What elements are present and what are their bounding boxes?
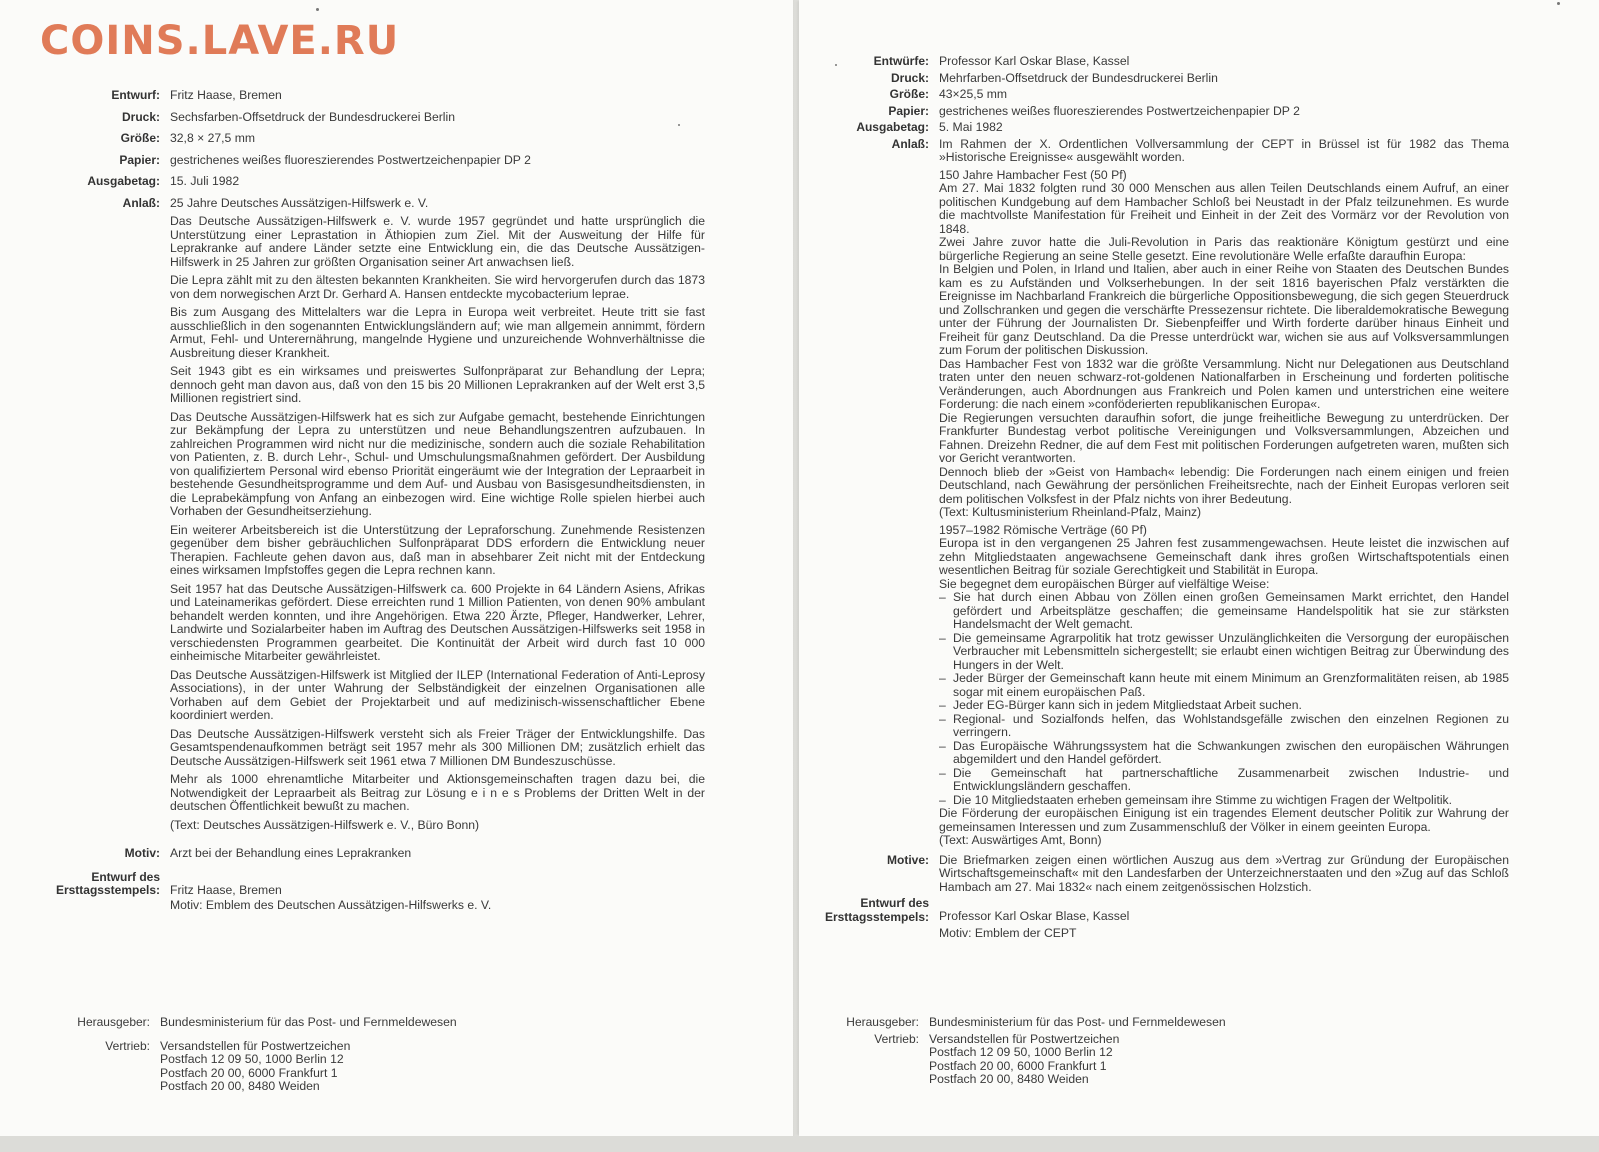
anlass-row (40, 197, 705, 838)
paragraph: Dennoch blieb der »Geist von Hambach« lebendig: Die Forderungen nach einem einigen und freien Deutschland, nach Gewährung der persönlichen Freiheitsrechte, nach der Einheit Europas verloren seit dem politischen Volksfest in der Pfalz nichts von ihrer Bedeutung. (939, 464, 1509, 506)
bullet-item: – Jeder EG-Bürger kann sich in jedem Mitgliedstaat Arbeit suchen. (939, 698, 1302, 712)
papier-value: gestrichenes weißes fluoreszierendes Postwertzeichenpapier DP 2 (170, 152, 531, 167)
bullet-item: – Jeder Bürger der Gemeinschaft kann heute mit einem Minimum an Grenzformalitäten reisen, ab 1985 sogar mit einem europäischen Paß. (939, 671, 1509, 699)
address-line: Postfach 20 00, 8480 Weiden (929, 1072, 1089, 1086)
vertrieb-label: Vertrieb: (874, 1031, 919, 1046)
anlass-label: Anlaß: (891, 136, 929, 151)
bullet-item: – Die 10 Mitgliedstaaten erheben gemeinsam ihre Stimme zu wichtigen Fragen der Weltpolitik. (939, 792, 1453, 807)
vertrieb-label: Vertrieb: (105, 1038, 150, 1053)
stempel-value: Professor Karl Oskar Blase, Kassel (939, 909, 1130, 923)
papier-value: gestrichenes weißes fluoreszierendes Postwertzeichenpapier DP 2 (939, 103, 1300, 118)
herausgeber-row (40, 1016, 457, 1030)
druck-row (809, 72, 1509, 86)
papier-row (40, 154, 705, 168)
entwuerfe-value: Professor Karl Oskar Blase, Kassel (939, 54, 1130, 68)
paragraph: Seit 1957 hat das Deutsche Aussätzigen-Hilfswerk ca. 600 Projekte in 64 Ländern Asiens, Afrikas und Lateinamerikas gefördert. Diese erreichten rund 1 Million Patienten, von denen 90% ambulant behandelt werden konnten, und ihre Angehörigen. Etwa 220 Ärzte, Pfleger, Handwerker, Lehrer, Landwirte und Sozialarbeiter haben im Auftrag des Deutschen Aussätzigen-Hilfswerks seit 1958 in verschiedensten Programmen gearbeitet. Die Kontinuität der Arbeit wird durch fast 10 000 einheimische Mitarbeiter gewährleistet. (170, 581, 705, 663)
motiv-label: Motiv: (124, 846, 160, 860)
hambach-title: 150 Jahre Hambacher Fest (50 Pf) (939, 167, 1127, 182)
motive-text: Die Briefmarken zeigen einen wörtlichen Auszug aus dem »Vertrag zur Gründung der Europäischen Wirtschaftsgemeinschaft« mit den Landesfarben der Unterzeichnerstaaten und den »Zug auf das Schloß Hambach am 27. Mai 1832« nach einem zeitgenössischen Holzstich. (939, 852, 1509, 894)
entwuerfe-label: Entwürfe: (873, 54, 929, 68)
druck-value: Sechsfarben-Offsetdruck der Bundesdruckerei Berlin (170, 109, 455, 124)
ausgabetag-value: 5. Mai 1982 (939, 120, 1003, 134)
groesse-value: 32,8 × 27,5 mm (170, 131, 256, 145)
ausgabetag-row (40, 175, 705, 189)
paper-speck (1557, 2, 1560, 5)
groesse-value: 43×25,5 mm (939, 87, 1008, 101)
bullet-item: – Die gemeinsame Agrarpolitik hat trotz gewisser Unzulänglichkeiten die Versorgung der europäischen Verbraucher mit Lebensmitteln sichergestellt; sie erlaubt einen wichtigen Beitrag zur Überwindung des Hungers in der Welt. (939, 630, 1509, 672)
watermark-logo: COINS.LAVE.RU (40, 18, 400, 64)
paragraph: Am 27. Mai 1832 folgten rund 30 000 Menschen aus allen Teilen Deutschlands einem Aufruf, an einer politischen Kundgebung auf dem Hambacher Schloß bei Neustadt in der Pfalz teilzunehmen. Es wurde die machtvollste Manifestation für Freiheit und Einheit in der Zeit des Vormärz vor der Revolution von 1848. (939, 181, 1509, 236)
rom-intro: Europa ist in den vergangenen 25 Jahren fest zusammengewachsen. Heute leistet die inzwischen auf zehn Mitgliedstaaten angewachsene Gemeinschaft dank ihres großen Wirtschaftspotentials einen wesentlichen Beitrag für soziale Gerechtigkeit und Stabilität in Europa. (939, 536, 1509, 577)
paper-speck (678, 124, 680, 126)
anlass-label: Anlaß: (122, 195, 160, 210)
bullet-item: – Sie hat durch einen Abbau von Zöllen einen großen Gemeinsamen Markt errichtet, den Handel gefördert und Arbeitsplätze geschaffen; die gemeinsame Handelspolitik hat sie zur stärksten Handelsmacht der Welt gemacht. (939, 590, 1509, 631)
vertrieb-lines (160, 1040, 457, 1094)
ausgabetag-label: Ausgabetag: (856, 120, 929, 134)
entwurf-row (40, 89, 705, 103)
stempel-label: Entwurf des Ersttagsstempels: (55, 869, 160, 897)
address-line: Versandstellen für Postwertzeichen (160, 1038, 351, 1053)
stempel-text (939, 897, 1509, 940)
entwuerfe-row (809, 55, 1509, 69)
paragraph: Die Lepra zählt mit zu den ältesten bekannten Krankheiten. Sie wird hervorgerufen durch das 1873 von dem norwegischen Arzt Dr. Gerhard A. Hansen entdeckte mycobacterium leprae. (170, 273, 705, 301)
bullet-item: – Die Gemeinschaft hat partnerschaftliche Zusammenarbeit zwischen Industrie- und Entwicklungsländern geschaffen. (939, 765, 1509, 793)
paragraph: Das Deutsche Aussätzigen-Hilfswerk e. V. wurde 1957 gegründet und hatte ursprünglich die Unterstützung einer Leprastation in Äthiopien zum Ziel. Mit der Ausweitung der Hilfe für Leprakranke auf andere Länder setzte eine Entwicklung ein, die das Deutsche Aussätzigen-Hilfswerk in 25 Jahren zur größten Organisation seiner Art anwachsen ließ. (170, 214, 705, 269)
rom-lead: Sie begegnet dem europäischen Bürger auf vielfältige Weise: (939, 576, 1270, 591)
paragraph: Bis zum Ausgang des Mittelalters war die Lepra in Europa weit verbreitet. Heute tritt sie fast ausschließlich in den sogenannten Entwicklungsländern auf; wie man allgemein annimmt, fördern Armut, Fehl- und Unterernährung, mangelnde Hygiene und unzureichende Wohnverhältnisse die Ausbreitung dieser Krankheit. (170, 305, 705, 360)
papier-label: Papier: (119, 152, 160, 167)
groesse-row (809, 88, 1509, 102)
scan-edge (0, 1136, 1599, 1152)
anlass-intro: Im Rahmen der X. Ordentlichen Vollversammlung der CEPT in Brüssel ist für 1982 das Thema »Historische Ereignisse« ausgewählt worden. (939, 136, 1509, 164)
groesse-label: Größe: (120, 131, 160, 145)
papier-label: Papier: (888, 103, 929, 118)
motiv-row (40, 847, 705, 861)
groesse-label: Größe: (889, 87, 929, 101)
paragraph: Die Regierungen versuchten daraufhin sofort, die junge freiheitliche Bewegung zu unterdrücken. Der Frankfurter Bundestag verbot politische Vereinigungen und Volksversammlungen, Abzeichen und Fahnen. Dreizehn Redner, die auf dem Fest mit politischen Forderungen aufgetreten waren, mußten sich vor Gericht verantworten. (939, 410, 1509, 465)
stempel-motiv: Motiv: Emblem der CEPT (939, 925, 1077, 940)
address-line: Postfach 20 00, 6000 Frankfurt 1 (929, 1058, 1107, 1073)
bullet-item: – Das Europäische Währungssystem hat die Schwankungen zwischen den europäischen Währungen abgemildert und den Handel gefördert. (939, 738, 1509, 766)
motive-label: Motive: (887, 852, 929, 867)
address-line: Postfach 12 09 50, 1000 Berlin 12 (160, 1052, 344, 1066)
stempel-text (170, 871, 705, 918)
groesse-row (40, 132, 705, 146)
druck-label: Druck: (890, 70, 929, 85)
right-sheet (799, 0, 1599, 1136)
rom-title: 1957–1982 Römische Verträge (60 Pf) (939, 522, 1147, 537)
vertrieb-lines (929, 1033, 1226, 1087)
stempel-value: Fritz Haase, Bremen (170, 882, 282, 897)
stempel-label: Entwurf des Ersttagsstempels: (824, 896, 929, 924)
herausgeber-row (809, 1016, 1226, 1030)
bullet-item: – Regional- und Sozialfonds helfen, das Wohlstandsgefälle zwischen den einzelnen Regionen zu verringern. (939, 711, 1509, 739)
source-note: (Text: Deutsches Aussätzigen-Hilfswerk e. V., Büro Bonn) (170, 817, 480, 832)
address-line: Versandstellen für Postwertzeichen (929, 1031, 1120, 1046)
paragraph: Das Deutsche Aussätzigen-Hilfswerk versteht sich als Freier Träger der Entwicklungshilfe. Das Gesamtspendenaufkommen beträgt seit 1957 mehr als 300 Millionen DM; zusätzlich erhielt das Deutsche Aussätzigen-Hilfswerk seit 1961 etwa 7 Millionen DM Bundeszuschüsse. (170, 726, 705, 768)
druck-label: Druck: (121, 109, 160, 124)
address-line: Postfach 20 00, 8480 Weiden (160, 1079, 320, 1093)
source-note: (Text: Auswärtiges Amt, Bonn) (939, 833, 1102, 847)
address-line: Postfach 20 00, 6000 Frankfurt 1 (160, 1065, 338, 1080)
anlass-text (170, 197, 705, 838)
druck-row (40, 111, 705, 125)
motiv-value: Arzt bei der Behandlung eines Leprakranken (170, 846, 412, 860)
address-line: Postfach 12 09 50, 1000 Berlin 12 (929, 1045, 1113, 1059)
paragraph: Das Deutsche Aussätzigen-Hilfswerk hat es sich zur Aufgabe gemacht, bestehende Einrichtungen zur Bekämpfung der Lepra zu unterstützen und neue Behandlungszentren aufzubauen. In zahlreichen Programmen wird nicht nur die medizinische, sondern auch die soziale Rehabilitation von Patienten, z. B. durch Lehr-, Schul- und Umschulungsmaßnahmen gefördert. Der Ausbildung von qualifiziertem Personal wird ebenso Priorität eingeräumt wie der Integration der Lepraarbeit in bestehende Gesundheitsprogramme und dem Auf- und Ausbau von Basisgesundheitsdiensten, in die Leprabekämpfung von Anfang an einbezogen wird. Eine wichtige Rolle spielen hierbei auch Vorhaben der Gesundheitserziehung. (170, 409, 705, 518)
anlass-row (809, 138, 1509, 848)
stempel-row (809, 897, 1509, 940)
herausgeber-value: Bundesministerium für das Post- und Fernmeldewesen (160, 1015, 457, 1029)
vertrieb-row (40, 1040, 457, 1094)
anlass-title: 25 Jahre Deutsches Aussätzigen-Hilfswerk e. V. (170, 195, 429, 210)
rom-closing: Die Förderung der europäischen Einigung ist ein tragendes Element deutscher Politik zur Wahrung der gemeinsamen Interessen und zum Zusammenschluß der Völker in einem geeinten Europa. (939, 806, 1509, 834)
paragraph: Seit 1943 gibt es ein wirksames und preiswertes Sulfonpräparat zur Behandlung der Lepra; dennoch geht man davon aus, daß von den 15 bis 20 Millionen Leprakranken auf der Welt erst 3,5 Millionen registriert sind. (170, 364, 705, 405)
publisher-block (40, 1016, 457, 1104)
paper-speck (835, 64, 837, 66)
left-sheet (0, 0, 793, 1136)
paragraph: In Belgien und Polen, in Irland und Italien, aber auch in einer Reihe von Staaten des Deutschen Bundes kam es zu Aufständen und Volkserhebungen. In der seit 1816 bayerischen Pfalz verstärkten die Ereignisse im Nachbarland Frankreich die bürgerliche Oppositionsbewegung, die sich gegen Steuerdruck und Zollschranken und gegen die verschärfte Pressezensur richtete. Die liberaldemokratische Bewegung unter der Führung der Journalisten Dr. Siebenpfeiffer und Wirth forderte darüber hinaus Einheit und Freiheit für ganz Deutschland. Da die Presse unterdrückt war, wichen sie aus auf Volksversammlungen zum Forum der politischen Diskussion. (939, 262, 1509, 357)
stempel-row (40, 871, 705, 918)
paper-speck (316, 8, 319, 11)
paragraph: Zwei Jahre zuvor hatte die Juli-Revolution in Paris das reaktionäre Königtum gestürzt und eine bürgerliche Regierung an seine Stelle gesetzt. Eine revolutionäre Welle erfaßte daraufhin Europa: (939, 235, 1509, 263)
entwurf-label: Entwurf: (111, 88, 160, 102)
ausgabetag-row (809, 121, 1509, 135)
right-sheet-content (809, 55, 1509, 943)
publisher-block (809, 1016, 1226, 1090)
paragraph: Das Deutsche Aussätzigen-Hilfswerk ist Mitglied der ILEP (International Federation of Anti-Leprosy Associations), in der unter Wahrung der Selbständigkeit der einzelnen Organisationen alle Vorhaben auf dem Gebiet der Projektarbeit und auf medizinisch-wissenschaftlicher Ebene koordiniert werden. (170, 667, 705, 722)
ausgabetag-value: 15. Juli 1982 (170, 174, 240, 188)
herausgeber-label: Herausgeber: (846, 1015, 919, 1029)
druck-value: Mehrfarben-Offsetdruck der Bundesdruckerei Berlin (939, 70, 1218, 85)
stempel-motiv: Motiv: Emblem des Deutschen Aussätzigen-Hilfswerks e. V. (170, 898, 492, 912)
motive-value (939, 854, 1509, 895)
herausgeber-label: Herausgeber: (77, 1015, 150, 1029)
left-sheet-content (40, 89, 705, 928)
herausgeber-value: Bundesministerium für das Post- und Fernmeldewesen (929, 1015, 1226, 1029)
motive-row (809, 854, 1509, 895)
papier-row (809, 105, 1509, 119)
ausgabetag-label: Ausgabetag: (87, 174, 160, 188)
source-note: (Text: Kultusministerium Rheinland-Pfalz, Mainz) (939, 505, 1202, 519)
anlass-text (939, 138, 1509, 848)
paragraph: Ein weiterer Arbeitsbereich ist die Unterstützung der Lepraforschung. Zunehmende Resistenzen gegenüber dem bisher gebräuchlichen Sulfonpräparat DDS erfordern die Entwicklung neuer Therapien. Fachleute gehen davon aus, daß man in absehbarer Zeit nicht mit der Entdeckung eines wirksamen Impfstoffes gegen die Lepra rechnen kann. (170, 522, 705, 577)
entwurf-value: Fritz Haase, Bremen (170, 88, 282, 102)
vertrieb-row (809, 1033, 1226, 1087)
paragraph: Mehr als 1000 ehrenamtliche Mitarbeiter und Aktionsgemeinschaften tragen dazu bei, die Notwendigkeit der Lepraarbeit als Beitrag zur Lösung e i n e s Problems der Dritten Welt in der deutschen Öffentlichkeit bewußt zu machen. (170, 772, 705, 813)
paragraph: Das Hambacher Fest von 1832 war die größte Versammlung. Nicht nur Delegationen aus Deutschland traten unter den neuen schwarz-rot-goldenen Nationalfarben in Erscheinung und forderten politische Veränderungen, auch Abordnungen aus Frankreich und Polen kamen und unterstrichen eine weitere Forderung: die nach einem »conföderierten republikanischen Europa«. (939, 356, 1509, 411)
